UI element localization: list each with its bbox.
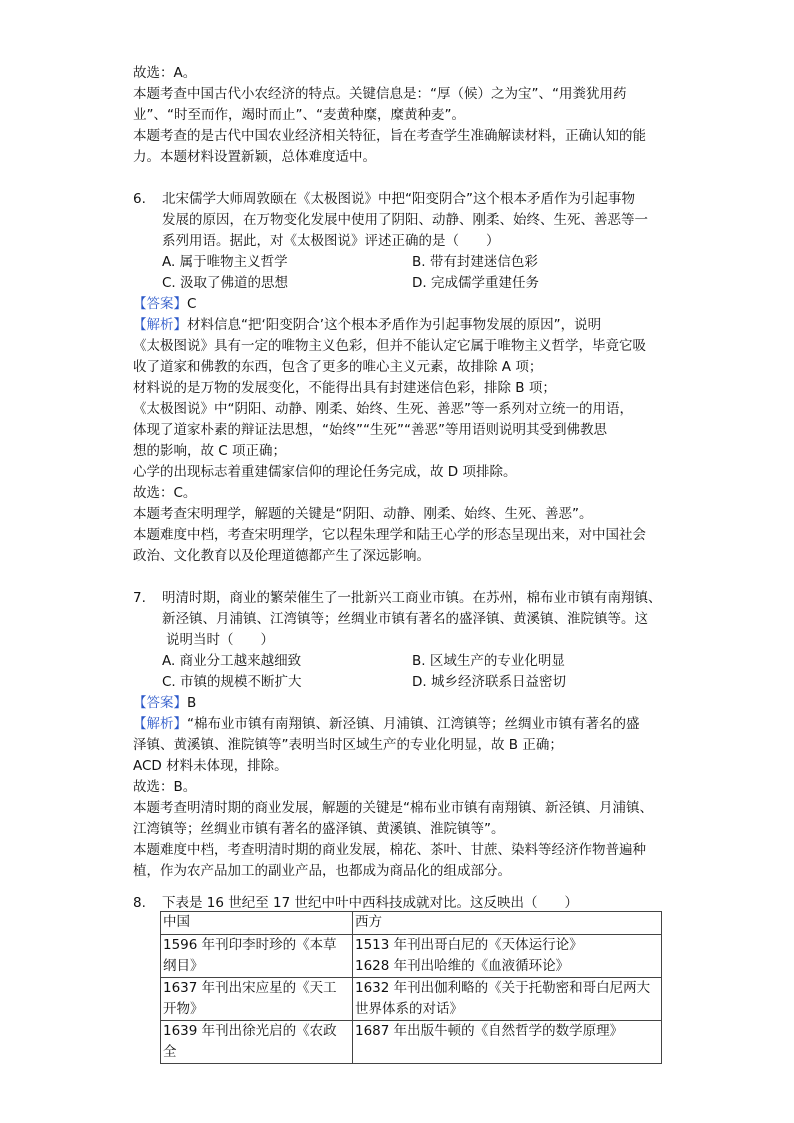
q6-option-a: A. 属于唯物主义哲学 xyxy=(162,254,288,270)
q6-analysis-line: 想的影响，故 C 项正确； xyxy=(133,443,287,459)
q7-option-a: A. 商业分工越来越细致 xyxy=(162,653,302,669)
intro-line: 业”、“时至而作，竭时而止”、“麦黄种糜，糜黄种麦”。 xyxy=(133,107,465,123)
q7-stem-line: 说明当时（ ） xyxy=(166,632,274,648)
q6-analysis-line: 材料说的是万物的发展变化，不能得出具有封建迷信色彩，排除 B 项； xyxy=(133,380,556,396)
q6-stem-line: 系列用语。据此，对《太极图说》评述正确的是（ ） xyxy=(162,233,500,249)
table-header-row xyxy=(161,912,662,935)
q7-analysis-line: 本题难度中档，考查明清时期的商业发展，棉花、茶叶、甘蔗、染料等经济作物普遍种 xyxy=(133,842,646,858)
q6-analysis-line: 《太极图说》具有一定的唯物主义色彩，但并不能认定它属于唯物主义哲学，毕竟它吸 xyxy=(133,338,646,354)
q7-option-b: B. 区域生产的专业化明显 xyxy=(412,653,565,669)
table-cell: 1637 年刊出宋应星的《天工开物》 xyxy=(161,978,353,1021)
table-cell: 1596 年刊印李时珍的《本草纲目》 xyxy=(161,935,353,978)
q7-analysis-first xyxy=(133,714,640,734)
table-row xyxy=(161,935,662,978)
answer-tag: 【答案】 xyxy=(133,695,187,711)
q6-analysis-line: 故选：C。 xyxy=(133,485,197,501)
q7-stem-line: 新泾镇、月浦镇、江湾镇等；丝绸业市镇有著名的盛泽镇、黄溪镇、淮院镇等。这 xyxy=(162,611,648,627)
intro-line: 故选：A。 xyxy=(133,65,197,81)
table-cell-line: 1628 年刊出哈维的《血液循环论》 xyxy=(355,958,570,974)
q6-analysis-line: 体现了道家朴素的辩证法思想，“始终”“生死”“善恶”等用语则说明其受到佛教思 xyxy=(133,422,607,438)
table-cell: 1632 年刊出伽利略的《关于托勒密和哥白尼两大世界体系的对话》 xyxy=(353,978,662,1021)
q7-number: 7. xyxy=(133,590,146,606)
q7-analysis-line: 本题考查明清时期的商业发展，解题的关键是“棉布业市镇有南翔镇、新泾镇、月浦镇、 xyxy=(133,800,653,816)
q6-analysis-line: 心学的出现标志着重建儒家信仰的理论任务完成，故 D 项排除。 xyxy=(133,464,517,480)
q7-analysis-line: 植，作为农产品加工的副业产品，也都成为商品化的组成部分。 xyxy=(133,863,511,879)
answer-tag: 【答案】 xyxy=(133,296,187,312)
q6-answer xyxy=(133,294,196,314)
analysis-text: “棉布业市镇有南翔镇、新泾镇、月浦镇、江湾镇等；丝绸业市镇有著名的盛 xyxy=(187,716,640,732)
q6-option-d: D. 完成儒学重建任务 xyxy=(412,275,539,291)
analysis-tag: 【解析】 xyxy=(133,317,187,333)
table-header-west: 西方 xyxy=(353,912,662,935)
table-row xyxy=(161,1021,662,1064)
q7-analysis-line: ACD 材料未体现，排除。 xyxy=(133,758,288,774)
analysis-text: 材料信息“把‘阳变阴合’这个根本矛盾作为引起事物发展的原因”，说明 xyxy=(187,317,602,333)
q6-stem-line: 北宋儒学大师周敦颐在《太极图说》中把“阳变阴合”这个根本矛盾作为引起事物 xyxy=(162,191,635,207)
q7-analysis-line: 泽镇、黄溪镇、淮院镇等”表明当时区域生产的专业化明显，故 B 正确； xyxy=(133,737,563,753)
table-cell-line: 1513 年刊出哥白尼的《天体运行论》 xyxy=(355,937,583,953)
analysis-tag: 【解析】 xyxy=(133,716,187,732)
q6-stem-line: 发展的原因，在万物变化发展中使用了阴阳、动静、刚柔、始终、生死、善恶等一 xyxy=(162,212,648,228)
q6-analysis-line: 《太极图说》中“阴阳、动静、刚柔、始终、生死、善恶”等一系列对立统一的用语， xyxy=(133,401,633,417)
table-cell xyxy=(353,935,662,978)
q6-option-b: B. 带有封建迷信色彩 xyxy=(412,254,538,270)
intro-line: 本题考查的是古代中国农业经济相关特征，旨在考查学生准确解读材料，正确认知的能 xyxy=(133,128,646,144)
q6-analysis-line: 收了道家和佛教的东西，包含了更多的唯心主义元素，故排除 A 项； xyxy=(133,359,543,375)
q8-number: 8. xyxy=(133,895,146,911)
table-header-china: 中国 xyxy=(161,912,353,935)
q8-stem: 下表是 16 世纪至 17 世纪中叶中西科技成就对比。这反映出（ ） xyxy=(162,895,579,911)
q6-option-c: C. 汲取了佛道的思想 xyxy=(162,275,289,291)
q6-analysis-line: 本题考查宋明理学，解题的关键是“阴阳、动静、刚柔、始终、生死、善恶”。 xyxy=(133,506,593,522)
intro-line: 本题考查中国古代小农经济的特点。关键信息是：“厚（候）之为宝”、“用粪犹用药 xyxy=(133,86,627,102)
q7-analysis-line: 江湾镇等；丝绸业市镇有著名的盛泽镇、黄溪镇、淮院镇等”。 xyxy=(133,821,505,837)
table-cell: 1639 年刊出徐光启的《农政全 xyxy=(161,1021,353,1064)
intro-line: 力。本题材料设置新颖，总体难度适中。 xyxy=(133,149,376,165)
comparison-table xyxy=(160,911,662,1064)
answer-value: C xyxy=(187,296,197,312)
q7-answer xyxy=(133,693,196,713)
q7-option-c: C. 市镇的规模不断扩大 xyxy=(162,674,302,690)
table-cell: 1687 年出版牛顿的《自然哲学的数学原理》 xyxy=(353,1021,662,1064)
q7-stem-line: 明清时期，商业的繁荣催生了一批新兴工商业市镇。在苏州，棉布业市镇有南翔镇、 xyxy=(162,590,662,606)
q6-analysis-line: 本题难度中档，考查宋明理学，它以程朱理学和陆王心学的形态呈现出来，对中国社会 xyxy=(133,527,646,543)
answer-value: B xyxy=(187,695,197,711)
q7-analysis-line: 故选：B。 xyxy=(133,779,197,795)
q6-number: 6. xyxy=(133,191,146,207)
q7-option-d: D. 城乡经济联系日益密切 xyxy=(412,674,566,690)
q6-analysis-line: 政治、文化教育以及伦理道德都产生了深远影响。 xyxy=(133,548,430,564)
q6-analysis-first xyxy=(133,315,601,335)
table-row xyxy=(161,978,662,1021)
